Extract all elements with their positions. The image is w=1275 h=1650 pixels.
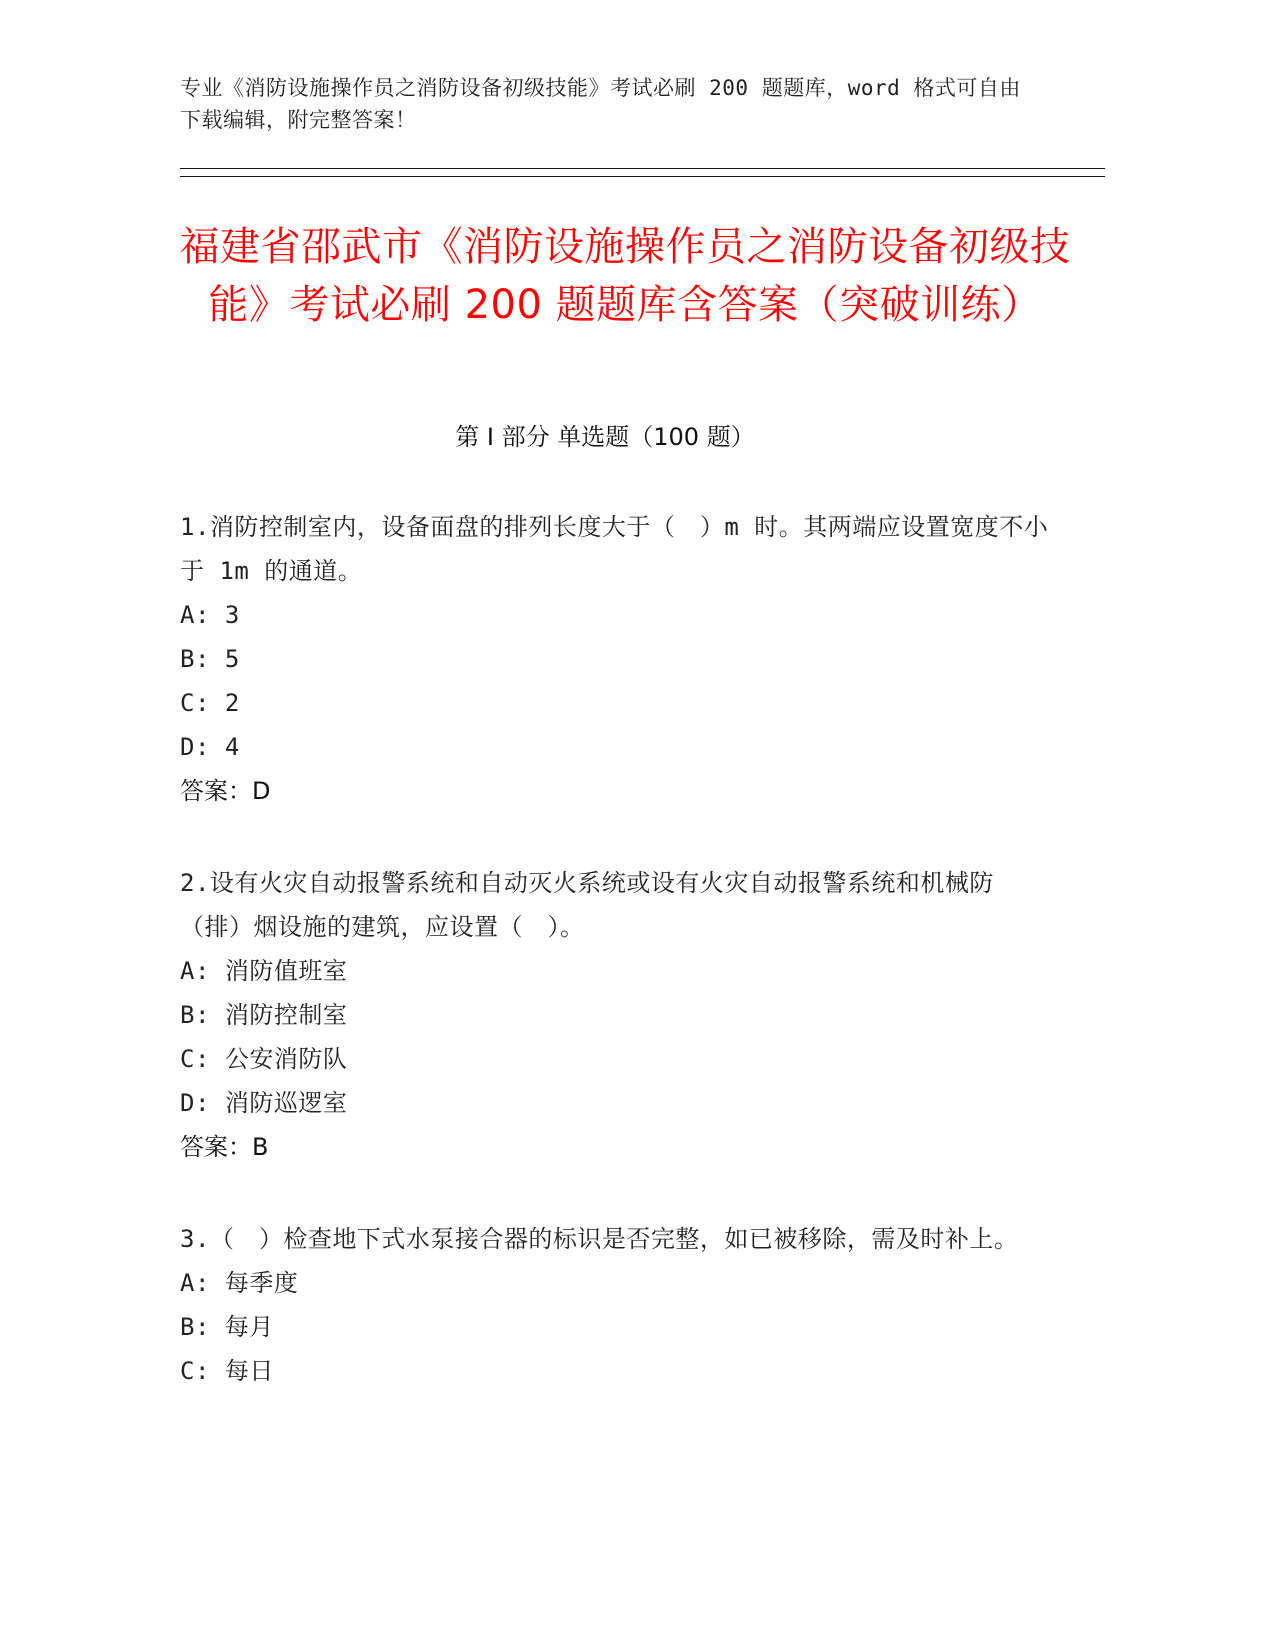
- option-b: B: 消防控制室: [180, 1001, 348, 1029]
- option-d: D: 4: [180, 733, 240, 761]
- section-title: 第 I 部分 单选题（100 题）: [455, 423, 755, 451]
- question-answer: 答案：D: [180, 777, 271, 805]
- intro-text: 专业《消防设施操作员之消防设备初级技能》考试必刷 200 题题库，word 格式可自由下载编辑，附完整答案！: [180, 76, 1021, 132]
- question-stem: 1.消防控制室内，设备面盘的排列长度大于（ ）m 时。其两端应设置宽度不小于 1m 的通道。: [180, 513, 1049, 585]
- question-stem: 3.（ ）检查地下式水泵接合器的标识是否完整，如已被移除，需及时补上。: [180, 1225, 1019, 1253]
- option-c: C: 公安消防队: [180, 1045, 348, 1073]
- document-title: 福建省邵武市《消防设施操作员之消防设备初级技能》考试必刷 200 题题库含答案（突破训练）: [179, 224, 1071, 328]
- option-b: B: 5: [180, 645, 240, 673]
- option-a: A: 每季度: [180, 1269, 299, 1297]
- header-divider-bottom: [180, 176, 1105, 177]
- option-c: C: 每日: [180, 1357, 274, 1385]
- question-2: [180, 861, 1050, 1169]
- option-b: B: 每月: [180, 1313, 274, 1341]
- option-a: A: 消防值班室: [180, 957, 348, 985]
- option-d: D: 消防巡逻室: [180, 1089, 348, 1117]
- question-3: [180, 1217, 1050, 1393]
- option-c: C: 2: [180, 689, 240, 717]
- header-divider-top: [180, 168, 1105, 169]
- question-stem: 2.设有火灾自动报警系统和自动灭火系统或设有火灾自动报警系统和机械防（排）烟设施的建筑，应设置（ ）。: [180, 869, 994, 941]
- question-list: [180, 505, 1050, 1441]
- question-1: [180, 505, 1050, 813]
- option-a: A: 3: [180, 601, 240, 629]
- question-answer: 答案：B: [180, 1133, 269, 1161]
